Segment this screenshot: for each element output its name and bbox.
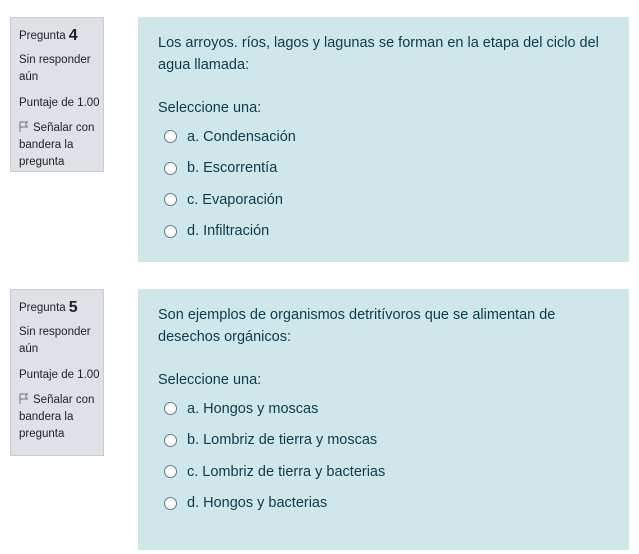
answer-label[interactable]: d. Infiltración [187, 223, 270, 240]
question-text: Son ejemplos de organismos detritívoros que se alimentan de desechos orgánicos: [158, 307, 556, 345]
question-number [19, 299, 103, 316]
answer-prompt: Seleccione una: [158, 100, 262, 116]
question-number [19, 27, 103, 44]
answer-option-d[interactable] [158, 488, 609, 520]
answer-list [158, 393, 609, 519]
answer-label[interactable]: c. Evaporación [187, 191, 283, 208]
flag-label: Señalar con bandera la pregunta [19, 394, 95, 440]
radio-button[interactable] [164, 193, 177, 206]
answer-label[interactable]: a. Condensación [187, 128, 296, 145]
answer-option-b[interactable] [158, 425, 609, 457]
flag-question-link[interactable] [19, 120, 103, 171]
question-number-value: 4 [68, 27, 78, 44]
answer-option-d[interactable] [158, 216, 609, 248]
answer-option-a[interactable] [158, 121, 609, 153]
question-label: Pregunta [19, 302, 66, 314]
flag-question-link[interactable] [19, 392, 103, 443]
radio-button[interactable] [164, 402, 177, 415]
question-info [10, 17, 104, 172]
answer-list [158, 121, 609, 247]
answer-label[interactable]: c. Lombriz de tierra y bacterias [187, 463, 386, 480]
radio-button[interactable] [164, 434, 177, 447]
flag-icon [19, 393, 29, 404]
answer-label[interactable]: a. Hongos y moscas [187, 400, 319, 417]
question-state: Sin responder aún [19, 326, 91, 355]
answer-option-c[interactable] [158, 456, 609, 488]
question-text: Los arroyos. ríos, lagos y lagunas se forman en la etapa del ciclo del agua llamada: [158, 35, 599, 73]
radio-button[interactable] [164, 465, 177, 478]
flag-icon [19, 121, 29, 132]
question-label: Pregunta [19, 30, 66, 42]
radio-button[interactable] [164, 225, 177, 238]
answer-label[interactable]: b. Escorrentía [187, 160, 278, 177]
answer-option-c[interactable] [158, 184, 609, 216]
question-grade: Puntaje de 1.00 [19, 97, 100, 109]
question-grade: Puntaje de 1.00 [19, 369, 100, 381]
answer-label[interactable]: d. Hongos y bacterias [187, 495, 328, 512]
answer-label[interactable]: b. Lombriz de tierra y moscas [187, 432, 378, 449]
question-number-value: 5 [68, 299, 78, 316]
question-content [138, 17, 629, 262]
answer-prompt: Seleccione una: [158, 372, 262, 388]
flag-label: Señalar con bandera la pregunta [19, 122, 95, 168]
answer-option-a[interactable] [158, 393, 609, 425]
radio-button[interactable] [164, 130, 177, 143]
radio-button[interactable] [164, 162, 177, 175]
question-info [10, 289, 104, 456]
radio-button[interactable] [164, 497, 177, 510]
question-content [138, 289, 629, 550]
answer-option-b[interactable] [158, 153, 609, 185]
question-state: Sin responder aún [19, 54, 91, 83]
